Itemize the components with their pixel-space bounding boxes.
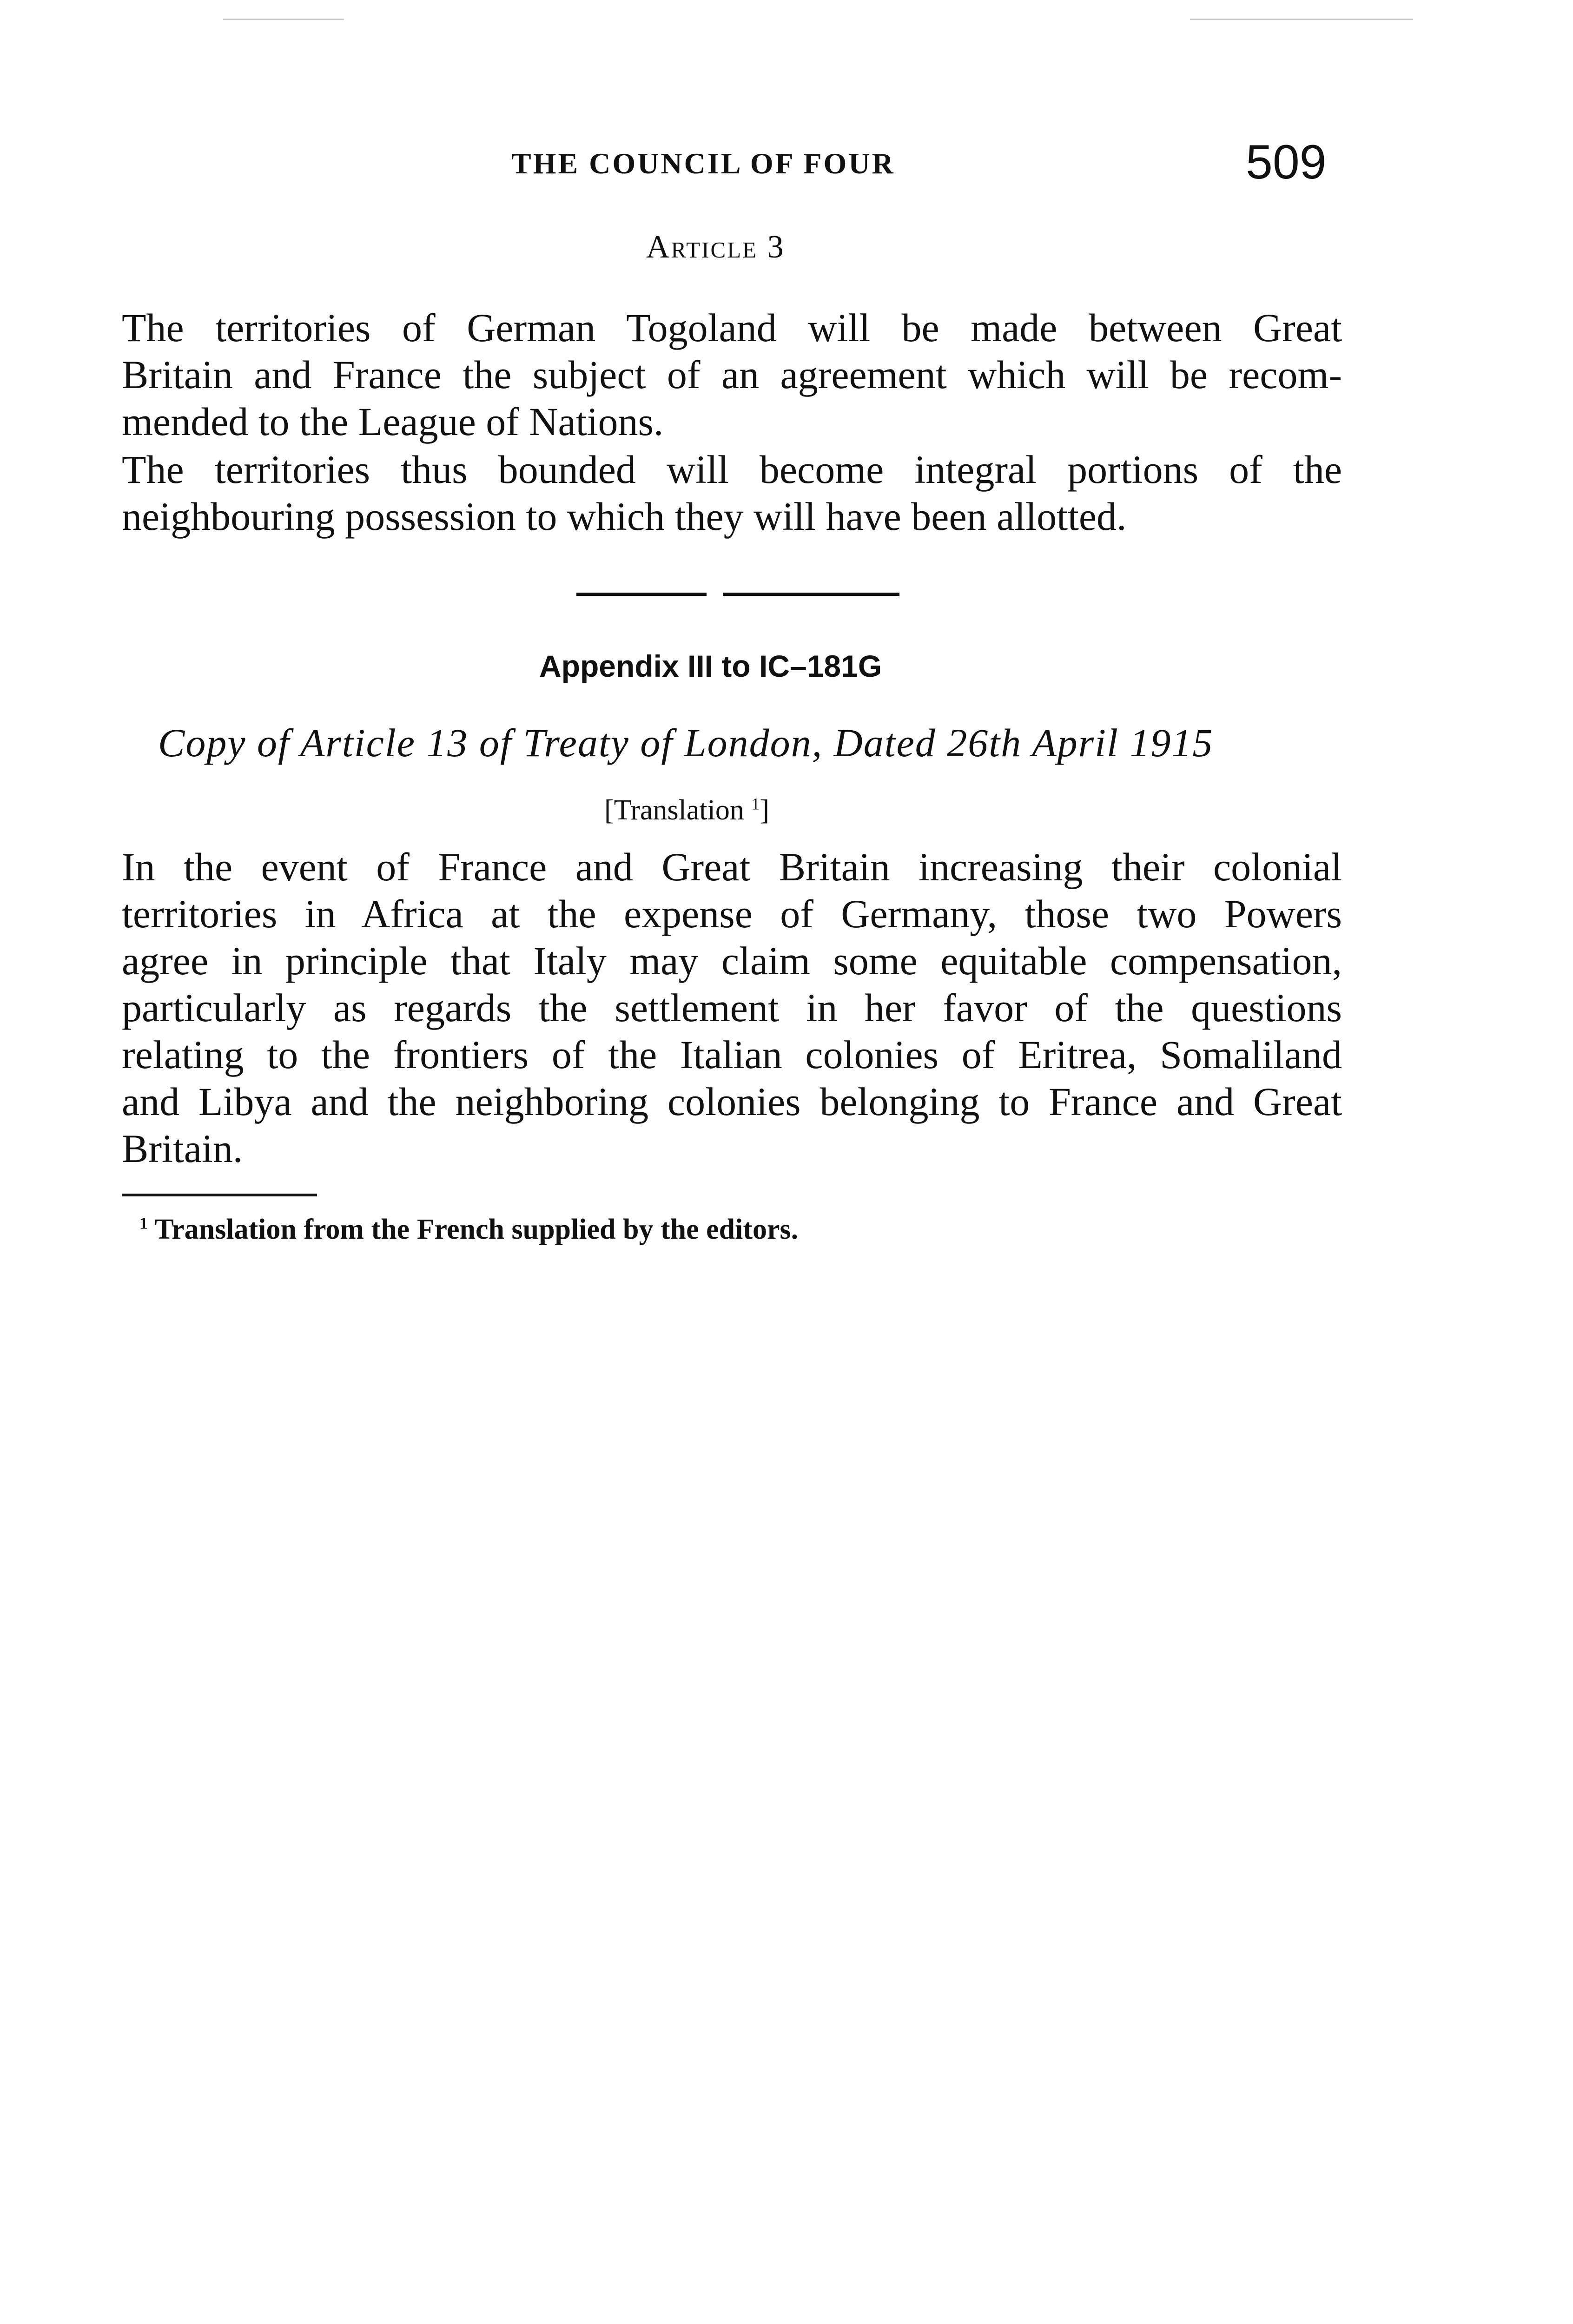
text-line: The territories thus bounded will become integral portions of the: [122, 447, 1342, 492]
article-heading: Article 3: [646, 229, 785, 265]
translation-note: [604, 794, 769, 827]
text-line: mended to the League of Nations.: [122, 399, 664, 444]
text-line: In the event of France and Great Britain increasing their colonial: [122, 845, 1342, 889]
text-line: agree in principle that Italy may claim some equitable compensation,: [122, 938, 1342, 983]
text-line: and Libya and the neighboring colonies belonging to France and Great: [122, 1079, 1342, 1124]
footnote-marker: 1: [139, 1214, 148, 1233]
body-paragraph: [122, 844, 1342, 1172]
scan-artifact-line: [223, 19, 344, 20]
article-paragraph: [122, 304, 1342, 445]
running-head: THE COUNCIL OF FOUR: [511, 147, 895, 180]
section-divider: [723, 593, 899, 596]
article-paragraph: [122, 446, 1342, 540]
translation-close: ]: [760, 794, 769, 826]
text-line: Britain and France the subject of an agreement which will be recom-: [122, 352, 1342, 397]
text-line: relating to the frontiers of the Italian colonies of Eritrea, Somaliland: [122, 1032, 1342, 1077]
text-line: particularly as regards the settlement in her favor of the questions: [122, 985, 1342, 1030]
footnote: [139, 1213, 798, 1246]
text-line: territories in Africa at the expense of Germany, those two Powers: [122, 891, 1342, 936]
footnote-rule: [122, 1194, 317, 1196]
copy-title: Copy of Article 13 of Treaty of London, Dated 26th April 1915: [158, 720, 1214, 765]
footnote-marker: 1: [751, 794, 760, 813]
scan-artifact-line: [1190, 19, 1413, 20]
text-line: Britain.: [122, 1126, 243, 1171]
page-number: 509: [1246, 135, 1327, 189]
appendix-heading: Appendix III to IC–181G: [539, 649, 882, 683]
section-divider: [576, 593, 707, 596]
text-line: The territories of German Togoland will be made between Great: [122, 305, 1342, 350]
translation-label: [Translation: [604, 794, 744, 826]
text-line: neighbouring possession to which they will have been allotted.: [122, 494, 1127, 539]
footnote-text: Translation from the French supplied by the editors.: [154, 1214, 799, 1245]
